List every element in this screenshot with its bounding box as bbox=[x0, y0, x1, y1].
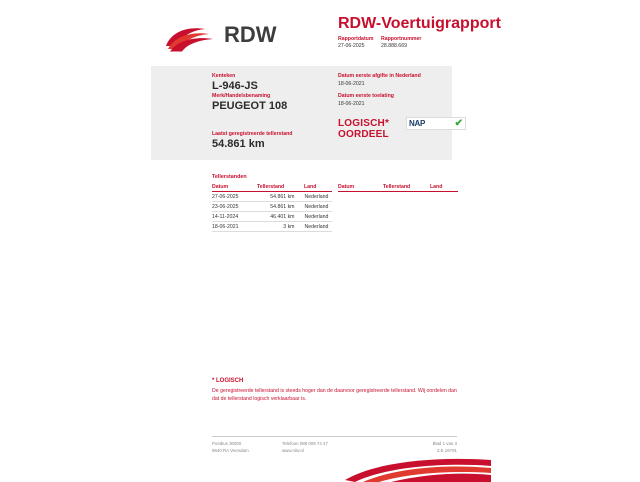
rapportnummer-value: 28.888.669 bbox=[381, 43, 407, 49]
page-footer bbox=[212, 436, 457, 454]
cell-tellerstand: 46.401 km bbox=[270, 213, 295, 220]
laatste-tellerstand-block bbox=[212, 131, 292, 151]
nap-label: NAP bbox=[409, 119, 425, 128]
tellerstanden-table-second-column bbox=[338, 182, 458, 192]
footnote-body: De geregistreerde tellerstand is steeds hoger dan de daarvoor geregistreerde tellerstand. Wij oordelen dan dat de tellerstand logisch verklaarbaar is. bbox=[212, 388, 457, 402]
eerste-afgifte-label: Datum eerste afgifte in Nederland bbox=[338, 73, 421, 79]
footer-address-line-1: Postbus 30000 bbox=[212, 441, 242, 446]
nap-badge bbox=[406, 117, 466, 130]
cell-tellerstand: 54.861 km bbox=[270, 203, 295, 210]
footer-contact bbox=[282, 440, 377, 454]
tellerstanden-table bbox=[212, 182, 332, 232]
cell-datum: 14-11-2024 bbox=[212, 213, 239, 220]
footer-doc-code: 2.E.16791 bbox=[436, 448, 457, 453]
cell-land: Nederland bbox=[304, 213, 329, 220]
eerste-afgifte-block bbox=[338, 73, 421, 88]
footer-address bbox=[212, 440, 282, 454]
cell-land: Nederland bbox=[304, 203, 329, 210]
rdw-logo bbox=[160, 12, 340, 56]
merk-value: PEUGEOT 108 bbox=[212, 100, 288, 112]
merk-label: Merk/Handelsbenaming bbox=[212, 93, 271, 99]
rapportdatum-label: Rapportdatum bbox=[338, 36, 374, 42]
cell-datum: 23-06-2025 bbox=[212, 203, 239, 210]
cell-land: Nederland bbox=[304, 193, 329, 200]
eerste-toelating-value: 18-06-2021 bbox=[338, 101, 365, 107]
table-row bbox=[212, 202, 332, 212]
rapportnummer-label: Rapportnummer bbox=[381, 36, 422, 42]
footer-pagination bbox=[377, 440, 457, 454]
table-row bbox=[212, 192, 332, 202]
cell-datum: 27-06-2025 bbox=[212, 193, 239, 200]
kenteken-block bbox=[212, 73, 258, 93]
table-header-row bbox=[212, 182, 332, 192]
footer-swoosh-graphic-icon bbox=[345, 458, 491, 482]
table-row bbox=[212, 222, 332, 232]
cell-tellerstand: 3 km bbox=[283, 223, 295, 230]
rdw-swoosh-logo-icon bbox=[165, 26, 217, 52]
eerste-toelating-block bbox=[338, 93, 394, 108]
eerste-toelating-label: Datum eerste toelating bbox=[338, 93, 394, 99]
kenteken-label: Kenteken bbox=[212, 73, 236, 79]
table-row bbox=[212, 212, 332, 222]
rapportnummer-block bbox=[381, 36, 421, 49]
oordeel-line-2: OORDEEL bbox=[338, 129, 389, 140]
vehicle-summary-panel bbox=[151, 66, 463, 160]
brand-text: RDW bbox=[224, 22, 277, 47]
footnote-block bbox=[212, 378, 462, 403]
laatste-tellerstand-label: Laatst geregistreerde tellerstand bbox=[212, 131, 293, 137]
rapportdatum-value: 27-06-2025 bbox=[338, 43, 365, 49]
column-header-datum: Datum bbox=[338, 183, 355, 190]
tellerstanden-title: Tellerstanden bbox=[212, 174, 247, 180]
footer-phone: Telefoon 088 008 74 47 bbox=[282, 441, 328, 446]
merk-block bbox=[212, 93, 287, 113]
cell-land: Nederland bbox=[304, 223, 329, 230]
oordeel-block bbox=[338, 118, 389, 140]
footer-website[interactable]: www.rdw.nl bbox=[282, 448, 304, 453]
kenteken-value: L-946-JS bbox=[212, 80, 258, 92]
column-header-land: Land bbox=[304, 183, 317, 190]
check-icon: ✔ bbox=[454, 117, 463, 129]
column-header-land: Land bbox=[430, 183, 443, 190]
footer-address-line-2: 9640 RA Veendam bbox=[212, 448, 249, 453]
cell-tellerstand: 54.861 km bbox=[270, 193, 295, 200]
column-header-tellerstand: Tellerstand bbox=[382, 183, 411, 190]
oordeel-line-1: LOGISCH* bbox=[338, 118, 390, 129]
footnote-title: * LOGISCH bbox=[212, 378, 244, 384]
cell-datum: 18-06-2021 bbox=[212, 223, 239, 230]
laatste-tellerstand-value: 54.861 km bbox=[212, 138, 265, 150]
column-header-datum: Datum bbox=[212, 183, 229, 190]
rapportdatum-block bbox=[338, 36, 373, 49]
column-header-tellerstand: Tellerstand bbox=[256, 183, 285, 190]
table-header-row bbox=[338, 182, 458, 192]
eerste-afgifte-value: 18-06-2021 bbox=[338, 81, 365, 87]
page-title: RDW-Voertuigrapport bbox=[338, 15, 501, 32]
footer-page-number: Blad 1 van 3 bbox=[432, 441, 457, 446]
